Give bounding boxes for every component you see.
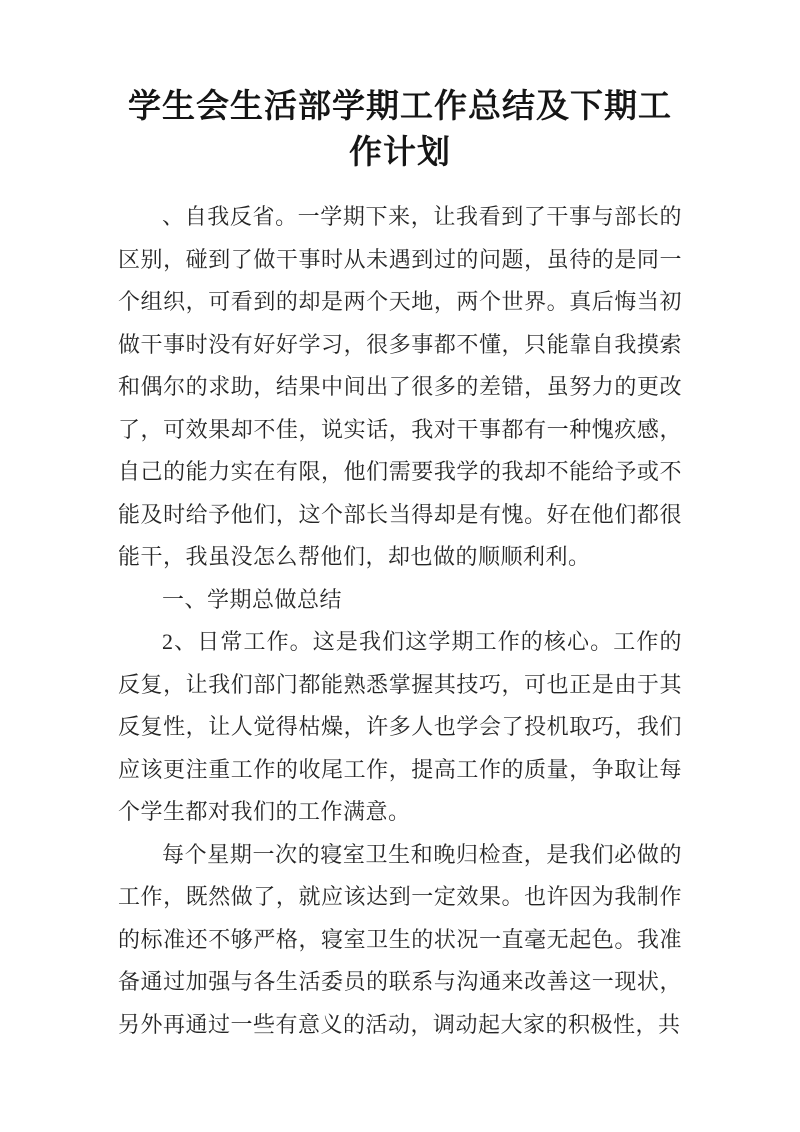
- paragraph-dorm-inspection: 每个星期一次的寝室卫生和晚归检查，是我们必做的工作，既然做了，就应该达到一定效果。也许因为我制作的标准还不够严格，寝室卫生的状况一直毫无起色。我准备通过加强与各生活委员的联系与沟通来改善这一现状，另外再通过一些有意义的活动，调动起大家的积极性，共: [118, 841, 682, 1037]
- paragraph-self-reflection: 、自我反省。一学期下来，让我看到了干事与部长的区别，碰到了做干事时从未遇到过的问题，虽待的是同一个组织，可看到的却是两个天地，两个世界。真后悔当初做干事时没有好好学习，很多事都不懂，只能靠自我摸索和偶尔的求助，结果中间出了很多的差错，虽努力的更改了，可效果却不佳，说实话，我对干事都有一种愧疚感，自己的能力实在有限，他们需要我学的我却不能给予或不能及时给予他们，这个部长当得却是有愧。好在他们都很能干，我虽没怎么帮他们，却也做的顺顺利利。: [118, 204, 682, 569]
- document-title: 学生会生活部学期工作总结及下期工作计划: [128, 89, 672, 171]
- document-body: [118, 196, 682, 1046]
- paragraph-daily-work: 2、日常工作。这是我们这学期工作的核心。工作的反复，让我们部门都能熟悉掌握其技巧，可也正是由于其反复性，让人觉得枯燥，许多人也学会了投机取巧，我们应该更注重工作的收尾工作，提高工作的质量，争取让每个学生都对我们的工作满意。: [118, 629, 682, 824]
- heading-semester-summary: 一、学期总做总结: [162, 586, 343, 612]
